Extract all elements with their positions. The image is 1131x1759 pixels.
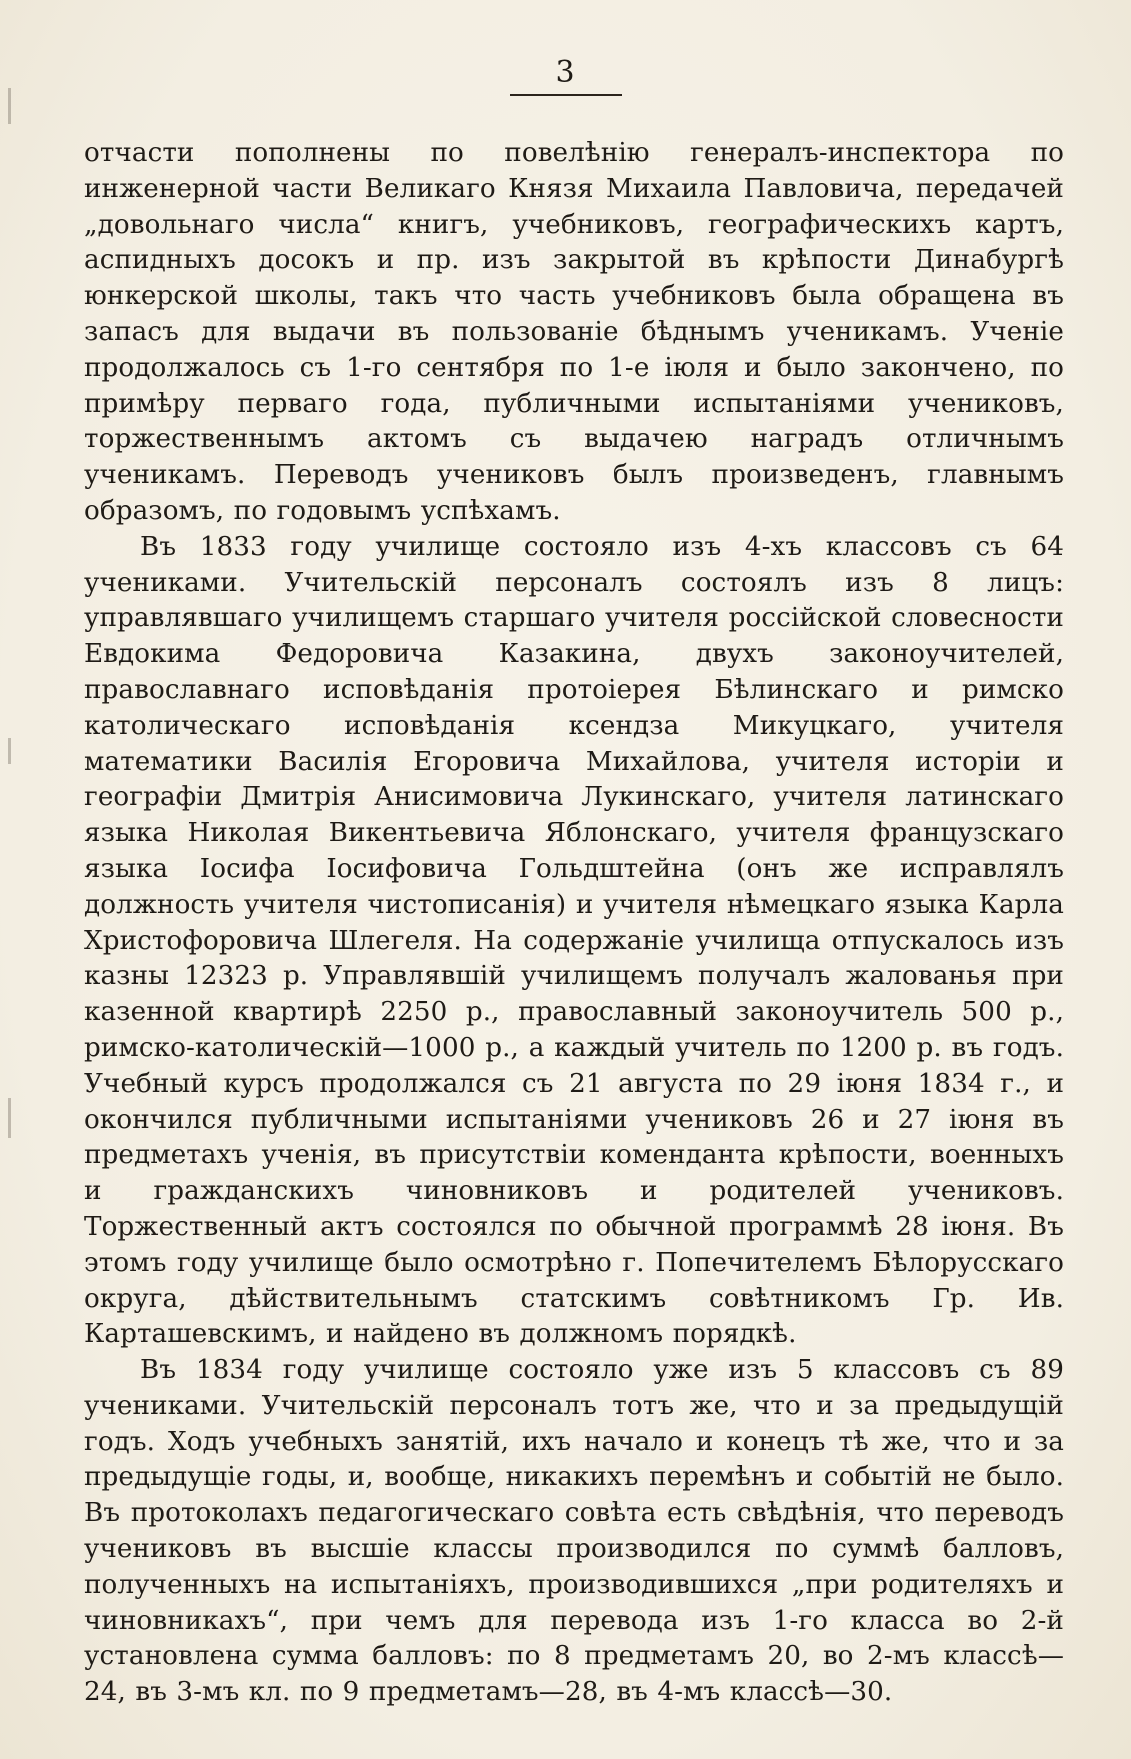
page-header (0, 56, 1131, 96)
paragraph-3: Въ 1834 году училище состояло уже изъ 5 классовъ съ 89 учениками. Учительскій персоналъ тотъ же, что и за предыдущій годъ. Ходъ учебныхъ занятій, ихъ начало и конецъ тѣ же, что и за предыдущіе годы, и, вообще, никакихъ перемѣнъ и событій не было. Въ протоколахъ педагогическаго совѣта есть свѣдѣнія, что переводъ учениковъ въ высшіе классы производился по суммѣ балловъ, полученныхъ на испытаніяхъ, производившихся „при родителяхъ и чиновникахъ“, при чемъ для перевода изъ 1-го класса во 2-й установлена сумма балловъ: по 8 предметамъ 20, во 2-мъ классѣ—24, въ 3-мъ кл. по 9 предметамъ—28, въ 4-мъ классѣ—30. (84, 1355, 1064, 1708)
binding-edge-mark (8, 738, 11, 764)
page-number: 3 (555, 55, 576, 90)
paragraph-1: отчасти пополнены по повелѣнію генералъ-инспектора по инженерной части Великаго Князя Михаила Павловича, передачей „довольнаго числа“ книгъ, учебниковъ, географическихъ картъ, аспидныхъ досокъ и пр. изъ закрытой въ крѣпости Динабургѣ юнкерской школы, такъ что часть учебниковъ была обращена въ запасъ для выдачи въ пользованіе бѣднымъ ученикамъ. Ученіе продолжалось съ 1-го сентября по 1-е іюля и было закончено, по примѣру перваго года, публичными испытаніями учениковъ, торжественнымъ актомъ съ выдачею наградъ отличнымъ ученикамъ. Переводъ учениковъ былъ произведенъ, главнымъ образомъ, по годовымъ успѣхамъ. (84, 138, 1064, 526)
body-text (84, 136, 1064, 1711)
header-rule (510, 94, 622, 96)
binding-edge-mark (8, 1098, 11, 1138)
paragraph-2: Въ 1833 году училище состояло изъ 4-хъ классовъ съ 64 учениками. Учительскій персоналъ состоялъ изъ 8 лицъ: управлявшаго училищемъ старшаго учителя россійской словесности Евдокима Федоровича Казакина, двухъ законоучителей, православнаго исповѣданія протоіерея Бѣлинскаго и римско католическаго исповѣданія ксендза Микуцкаго, учителя математики Василія Егоровича Михайлова, учителя исторіи и географіи Дмитрія Анисимовича Лукинскаго, учителя латинскаго языка Николая Викентьевича Яблонскаго, учителя французскаго языка Іосифа Іосифовича Гольдштейна (онъ же исправлялъ должность учителя чистописанія) и учителя нѣмецкаго языка Карла Христофоровича Шлегеля. На содержаніе училища отпускалось изъ казны 12323 р. Управлявшій училищемъ получалъ жалованья при казенной квартирѣ 2250 р., православный законоучитель 500 р., римско-католическій—1000 р., а каждый учитель по 1200 р. въ годъ. Учебный курсъ продолжался съ 21 августа по 29 іюня 1834 г., и окончился публичными испытаніями учениковъ 26 и 27 іюня въ предметахъ ученія, въ присутствіи коменданта крѣпости, военныхъ и гражданскихъ чиновниковъ и родителей учениковъ. Торжественный актъ состоялся по обычной программѣ 28 іюня. Въ этомъ году училище было осмотрѣно г. Попечителемъ Бѣлорусскаго округа, дѣйствительнымъ статскимъ совѣтникомъ Гр. Ив. Карташевскимъ, и найдено въ должномъ порядкѣ. (84, 531, 1064, 1350)
